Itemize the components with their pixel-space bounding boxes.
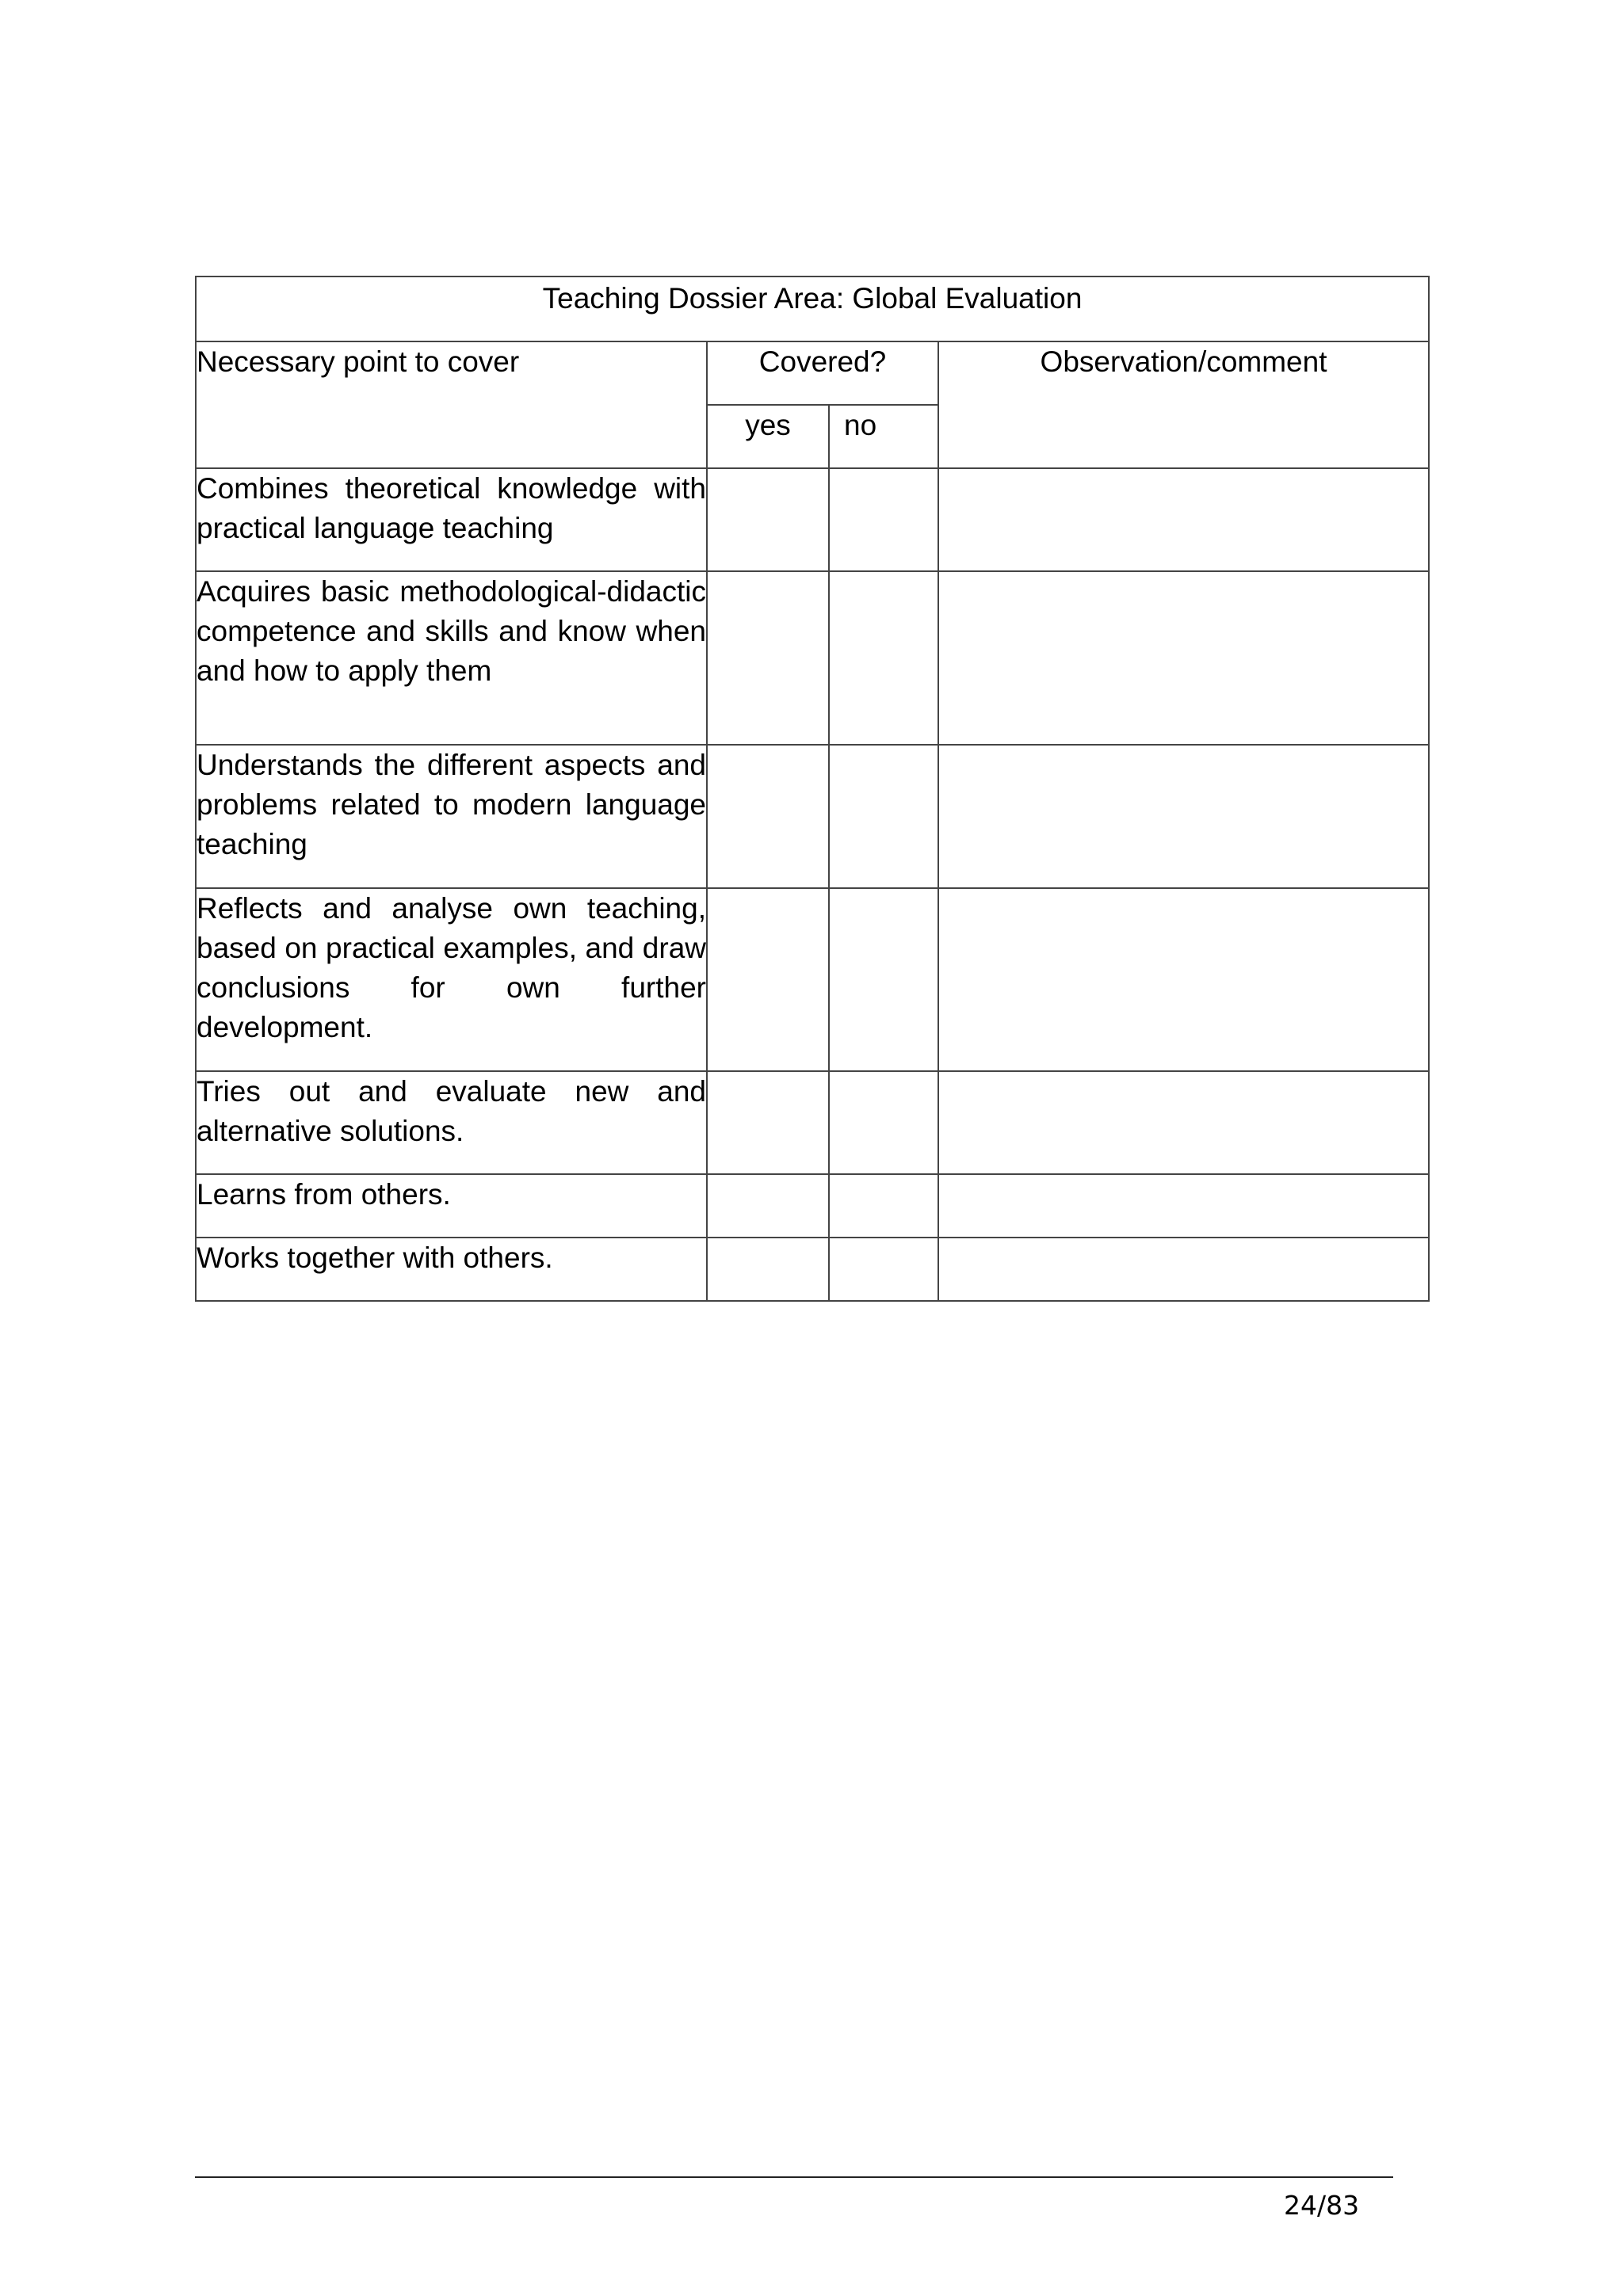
header-yes: yes [707,405,829,468]
table-header-row [196,341,1429,405]
row-no-cell[interactable] [829,1071,938,1174]
table-title: Teaching Dossier Area: Global Evaluation [196,277,1429,341]
row-yes-cell[interactable] [707,1071,829,1174]
header-covered: Covered? [707,341,938,405]
row-no-cell[interactable] [829,1238,938,1301]
evaluation-table [195,276,1430,1302]
row-point: Learns from others. [196,1174,707,1238]
row-comment-cell[interactable] [938,1071,1429,1174]
row-point: Tries out and evaluate new and alternative solutions. [196,1071,707,1174]
row-point: Acquires basic methodological-didactic competence and skills and know when and how to apply them [196,571,707,745]
row-yes-cell[interactable] [707,1238,829,1301]
row-comment-cell[interactable] [938,1238,1429,1301]
table-row [196,745,1429,888]
table-row [196,468,1429,571]
row-no-cell[interactable] [829,468,938,571]
row-no-cell[interactable] [829,888,938,1071]
row-no-cell[interactable] [829,1174,938,1238]
page-number: 24/83 [1284,2190,1360,2221]
row-point: Understands the different aspects and problems related to modern language teaching [196,745,707,888]
header-necessary-point: Necessary point to cover [196,341,707,468]
row-yes-cell[interactable] [707,571,829,745]
row-yes-cell[interactable] [707,468,829,571]
header-observation-comment: Observation/comment [938,341,1429,468]
row-comment-cell[interactable] [938,571,1429,745]
row-point: Combines theoretical knowledge with practical language teaching [196,468,707,571]
row-comment-cell[interactable] [938,888,1429,1071]
row-yes-cell[interactable] [707,1174,829,1238]
table-row [196,1174,1429,1238]
row-comment-cell[interactable] [938,468,1429,571]
row-yes-cell[interactable] [707,888,829,1071]
row-yes-cell[interactable] [707,745,829,888]
row-comment-cell[interactable] [938,745,1429,888]
header-no: no [829,405,938,468]
table-row [196,888,1429,1071]
row-comment-cell[interactable] [938,1174,1429,1238]
footer-divider [195,2176,1393,2178]
table-row [196,1238,1429,1301]
row-no-cell[interactable] [829,745,938,888]
table-row [196,571,1429,745]
row-no-cell[interactable] [829,571,938,745]
row-point: Works together with others. [196,1238,707,1301]
table-title-row [196,277,1429,341]
row-point: Reflects and analyse own teaching, based on practical examples, and draw conclusions for own further development. [196,888,707,1071]
table-row [196,1071,1429,1174]
